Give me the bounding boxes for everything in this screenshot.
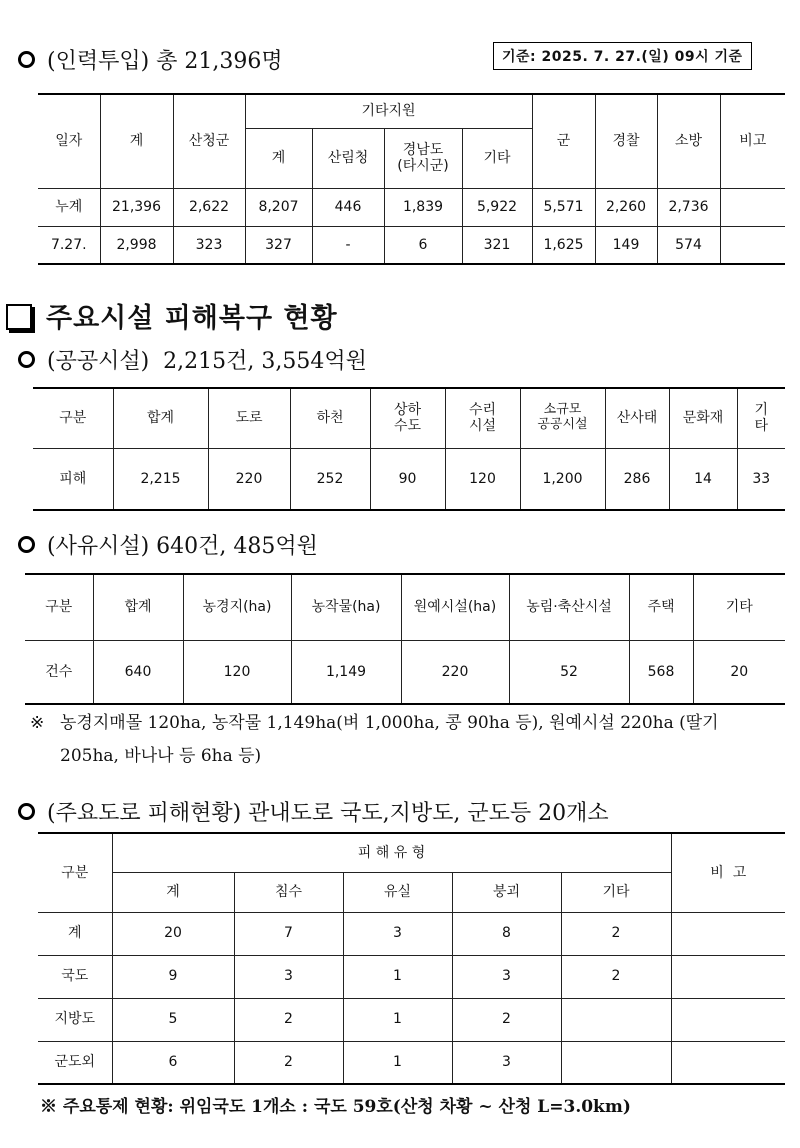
private-note-line1: 농경지매몰 120ha, 농작물 1,149ha(벼 1,000ha, 콩 90ha 등), 원예시설 220ha (딸기 [60,713,719,733]
header-total: 계 [100,94,173,188]
cell: 120 [445,448,520,510]
header-sum: 합계 [93,574,183,640]
cell: 321 [462,226,532,264]
table-row [38,188,785,226]
header-sub-total: 계 [245,128,312,188]
personnel-table [38,93,785,265]
cell: 33 [737,448,785,510]
table-row [33,448,785,510]
cell: 1,200 [520,448,605,510]
cell: 20 [112,912,234,955]
cell: 2 [234,998,343,1041]
cell: 5 [112,998,234,1041]
circle-bullet-icon [18,351,35,368]
cell: 군도외 [38,1041,112,1084]
cell: 568 [629,640,693,704]
header-other-support: 기타지원 [245,94,532,128]
roads-damage-table [38,832,785,1085]
cell: 3 [343,912,452,955]
header-road: 도로 [208,388,290,448]
cell [671,912,785,955]
cell: 1 [343,955,452,998]
cell [671,998,785,1041]
cell: 2,260 [595,188,657,226]
private-facilities-table [25,573,785,705]
cell: 누계 [38,188,100,226]
cell: 9 [112,955,234,998]
cell: 327 [245,226,312,264]
reference-mark: ※ [30,713,45,733]
cell: 6 [112,1041,234,1084]
cell: 120 [183,640,291,704]
square-bullet-icon [6,304,32,330]
section-title-text: 주요시설 피해복구 현황 [46,303,338,334]
cell: 252 [290,448,370,510]
cell: 피해 [33,448,113,510]
table-row [38,998,785,1041]
cell: 2,622 [173,188,245,226]
header-remarks: 비고 [720,94,785,188]
header-crops: 농작물(ha) [291,574,401,640]
header-army: 군 [532,94,595,188]
cell: 149 [595,226,657,264]
cell: 21,396 [100,188,173,226]
header-category: 구분 [25,574,93,640]
private-note [30,707,790,773]
header-type-washout: 유실 [343,872,452,912]
header-sum: 합계 [113,388,208,448]
cell: 6 [384,226,462,264]
table-row [38,912,785,955]
table-row [25,640,785,704]
public-heading-text: (공공시설) 2,215건, 3,554억원 [47,349,367,374]
cell: 574 [657,226,720,264]
header-type-flood: 침수 [234,872,343,912]
cell: 220 [401,640,509,704]
cell [561,1041,671,1084]
header-damage-type: 피 해 유 형 [112,833,671,872]
header-cultural: 문화재 [669,388,737,448]
cell: 8 [452,912,561,955]
cell: 1 [343,998,452,1041]
cell: 건수 [25,640,93,704]
table-row [38,1041,785,1084]
cell: 7.27. [38,226,100,264]
header-horticulture: 원예시설(ha) [401,574,509,640]
cell: 7 [234,912,343,955]
cell: 446 [312,188,384,226]
cell [671,1041,785,1084]
table-row [38,226,785,264]
cell: 지방도 [38,998,112,1041]
cell: 2,736 [657,188,720,226]
cell: 20 [693,640,785,704]
cell [561,998,671,1041]
cell [720,188,785,226]
header-irrigation: 수리 시설 [445,388,520,448]
header-water-supply: 상하 수도 [370,388,445,448]
private-note-line2: 205ha, 바나나 등 6ha 등) [60,746,262,766]
personnel-heading-text: (인력투입) 총 21,396명 [47,49,283,74]
header-type-total: 계 [112,872,234,912]
cell [671,955,785,998]
cell: 640 [93,640,183,704]
cell: 1 [343,1041,452,1084]
header-date: 일자 [38,94,100,188]
table-row [38,955,785,998]
roads-heading [18,796,609,827]
personnel-heading [18,44,283,75]
cell: 계 [38,912,112,955]
header-river: 하천 [290,388,370,448]
cell: 5,571 [532,188,595,226]
header-etc: 기타 [462,128,532,188]
header-category: 구분 [33,388,113,448]
header-type-collapse: 붕괴 [452,872,561,912]
header-remarks: 비 고 [671,833,785,912]
header-forest: 산림청 [312,128,384,188]
header-small-public: 소규모 공공시설 [520,388,605,448]
header-livestock: 농림·축산시설 [509,574,629,640]
header-police: 경찰 [595,94,657,188]
cell: - [312,226,384,264]
cell [720,226,785,264]
cell: 2 [234,1041,343,1084]
cell: 220 [208,448,290,510]
cell: 2,998 [100,226,173,264]
roads-heading-text: (주요도로 피해현황) 관내도로 국도,지방도, 군도등 20개소 [47,801,609,826]
cell: 2 [561,912,671,955]
cell: 2 [452,998,561,1041]
header-farmland: 농경지(ha) [183,574,291,640]
cell: 1,625 [532,226,595,264]
cell: 323 [173,226,245,264]
header-other: 기타 [693,574,785,640]
cell: 3 [452,955,561,998]
header-housing: 주택 [629,574,693,640]
cell: 8,207 [245,188,312,226]
public-facilities-table [33,387,785,511]
header-gyeongnam: 경남도 (타시군) [384,128,462,188]
private-heading-text: (사유시설) 640건, 485억원 [47,534,318,559]
cell: 3 [452,1041,561,1084]
cell: 국도 [38,955,112,998]
road-control-note: ※ 주요통제 현황: 위임국도 1개소 : 국도 59호(산청 차황 ~ 산청 L=3.0km) [40,1097,631,1117]
cell: 52 [509,640,629,704]
private-heading [18,529,318,560]
header-landslide: 산사태 [605,388,669,448]
cell: 3 [234,955,343,998]
circle-bullet-icon [18,536,35,553]
header-sancheong: 산청군 [173,94,245,188]
section-title [6,296,338,335]
header-other: 기 타 [737,388,785,448]
cell: 1,149 [291,640,401,704]
circle-bullet-icon [18,51,35,68]
public-heading [18,344,367,375]
cell: 1,839 [384,188,462,226]
cell: 286 [605,448,669,510]
basis-date-box: 기준: 2025. 7. 27.(일) 09시 기준 [493,42,752,70]
header-type-other: 기타 [561,872,671,912]
cell: 2,215 [113,448,208,510]
cell: 2 [561,955,671,998]
header-category: 구분 [38,833,112,912]
cell: 90 [370,448,445,510]
cell: 5,922 [462,188,532,226]
circle-bullet-icon [18,803,35,820]
cell: 14 [669,448,737,510]
header-fire: 소방 [657,94,720,188]
